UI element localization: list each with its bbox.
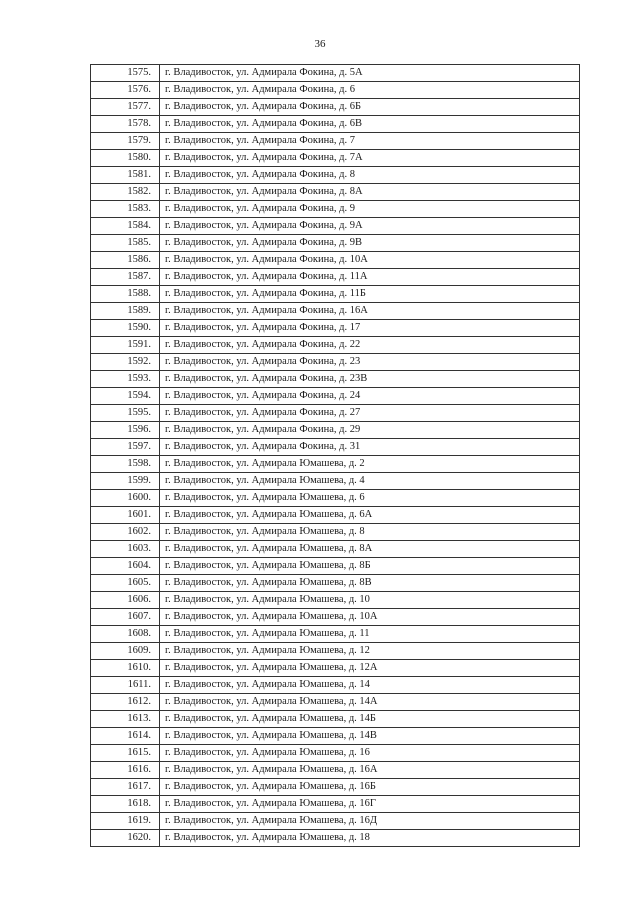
row-address: г. Владивосток, ул. Адмирала Фокина, д. 6: [160, 82, 580, 99]
row-address: г. Владивосток, ул. Адмирала Юмашева, д. 11: [160, 626, 580, 643]
table-row: [91, 116, 580, 133]
row-address: г. Владивосток, ул. Адмирала Фокина, д. 29: [160, 422, 580, 439]
table-row: [91, 677, 580, 694]
table-row: [91, 779, 580, 796]
row-address: г. Владивосток, ул. Адмирала Фокина, д. 11А: [160, 269, 580, 286]
row-address: г. Владивосток, ул. Адмирала Фокина, д. 6В: [160, 116, 580, 133]
row-address: г. Владивосток, ул. Адмирала Фокина, д. 16А: [160, 303, 580, 320]
row-number: 1589.: [91, 303, 160, 320]
row-address: г. Владивосток, ул. Адмирала Фокина, д. 10А: [160, 252, 580, 269]
row-address: г. Владивосток, ул. Адмирала Фокина, д. 6Б: [160, 99, 580, 116]
row-number: 1577.: [91, 99, 160, 116]
row-number: 1580.: [91, 150, 160, 167]
table-row: [91, 745, 580, 762]
table-row: [91, 643, 580, 660]
table-row: [91, 201, 580, 218]
table-row: [91, 456, 580, 473]
table-row: [91, 609, 580, 626]
row-number: 1601.: [91, 507, 160, 524]
table-row: [91, 490, 580, 507]
row-number: 1603.: [91, 541, 160, 558]
table-row: [91, 813, 580, 830]
row-number: 1598.: [91, 456, 160, 473]
row-address: г. Владивосток, ул. Адмирала Юмашева, д. 14В: [160, 728, 580, 745]
row-address: г. Владивосток, ул. Адмирала Юмашева, д. 6А: [160, 507, 580, 524]
table-row: [91, 473, 580, 490]
table-row: [91, 337, 580, 354]
row-number: 1586.: [91, 252, 160, 269]
row-number: 1607.: [91, 609, 160, 626]
row-address: г. Владивосток, ул. Адмирала Фокина, д. 11Б: [160, 286, 580, 303]
row-number: 1578.: [91, 116, 160, 133]
row-number: 1605.: [91, 575, 160, 592]
row-address: г. Владивосток, ул. Адмирала Фокина, д. 23: [160, 354, 580, 371]
row-number: 1588.: [91, 286, 160, 303]
row-address: г. Владивосток, ул. Адмирала Юмашева, д. 16: [160, 745, 580, 762]
table-row: [91, 371, 580, 388]
row-number: 1599.: [91, 473, 160, 490]
table-row: [91, 303, 580, 320]
table-row: [91, 286, 580, 303]
row-number: 1594.: [91, 388, 160, 405]
table-row: [91, 541, 580, 558]
row-address: г. Владивосток, ул. Адмирала Юмашева, д. 16Г: [160, 796, 580, 813]
row-address: г. Владивосток, ул. Адмирала Фокина, д. 9А: [160, 218, 580, 235]
row-address: г. Владивосток, ул. Адмирала Фокина, д. 5А: [160, 65, 580, 82]
row-number: 1600.: [91, 490, 160, 507]
page-number: 36: [314, 38, 326, 50]
address-table: [90, 64, 580, 847]
table-row: [91, 133, 580, 150]
row-address: г. Владивосток, ул. Адмирала Фокина, д. 17: [160, 320, 580, 337]
table-row: [91, 592, 580, 609]
table-body: [91, 65, 580, 847]
row-number: 1597.: [91, 439, 160, 456]
row-number: 1608.: [91, 626, 160, 643]
row-number: 1593.: [91, 371, 160, 388]
table-row: [91, 796, 580, 813]
table-row: [91, 524, 580, 541]
row-address: г. Владивосток, ул. Адмирала Юмашева, д. 14: [160, 677, 580, 694]
row-address: г. Владивосток, ул. Адмирала Фокина, д. 23В: [160, 371, 580, 388]
row-number: 1591.: [91, 337, 160, 354]
row-number: 1587.: [91, 269, 160, 286]
table-row: [91, 388, 580, 405]
row-number: 1592.: [91, 354, 160, 371]
table-row: [91, 422, 580, 439]
row-number: 1576.: [91, 82, 160, 99]
row-number: 1606.: [91, 592, 160, 609]
table-row: [91, 711, 580, 728]
row-number: 1585.: [91, 235, 160, 252]
row-address: г. Владивосток, ул. Адмирала Юмашева, д. 4: [160, 473, 580, 490]
table-row: [91, 82, 580, 99]
row-number: 1617.: [91, 779, 160, 796]
row-number: 1620.: [91, 830, 160, 847]
table-row: [91, 405, 580, 422]
row-number: 1602.: [91, 524, 160, 541]
row-address: г. Владивосток, ул. Адмирала Фокина, д. 27: [160, 405, 580, 422]
table-row: [91, 65, 580, 82]
row-address: г. Владивосток, ул. Адмирала Юмашева, д. 16Д: [160, 813, 580, 830]
row-number: 1612.: [91, 694, 160, 711]
row-number: 1619.: [91, 813, 160, 830]
row-number: 1610.: [91, 660, 160, 677]
row-number: 1582.: [91, 184, 160, 201]
row-number: 1596.: [91, 422, 160, 439]
row-address: г. Владивосток, ул. Адмирала Юмашева, д. 2: [160, 456, 580, 473]
row-number: 1604.: [91, 558, 160, 575]
row-number: 1579.: [91, 133, 160, 150]
row-address: г. Владивосток, ул. Адмирала Юмашева, д. 16Б: [160, 779, 580, 796]
row-number: 1581.: [91, 167, 160, 184]
row-address: г. Владивосток, ул. Адмирала Юмашева, д. 14А: [160, 694, 580, 711]
row-address: г. Владивосток, ул. Адмирала Юмашева, д. 14Б: [160, 711, 580, 728]
row-number: 1611.: [91, 677, 160, 694]
row-address: г. Владивосток, ул. Адмирала Юмашева, д. 10А: [160, 609, 580, 626]
row-address: г. Владивосток, ул. Адмирала Юмашева, д. 8Б: [160, 558, 580, 575]
row-address: г. Владивосток, ул. Адмирала Юмашева, д. 6: [160, 490, 580, 507]
table-row: [91, 575, 580, 592]
table-row: [91, 439, 580, 456]
table-row: [91, 507, 580, 524]
row-number: 1615.: [91, 745, 160, 762]
row-number: 1609.: [91, 643, 160, 660]
table-row: [91, 694, 580, 711]
row-number: 1575.: [91, 65, 160, 82]
row-address: г. Владивосток, ул. Адмирала Фокина, д. 8А: [160, 184, 580, 201]
row-address: г. Владивосток, ул. Адмирала Фокина, д. 24: [160, 388, 580, 405]
row-address: г. Владивосток, ул. Адмирала Юмашева, д. 16А: [160, 762, 580, 779]
row-address: г. Владивосток, ул. Адмирала Фокина, д. 9: [160, 201, 580, 218]
row-number: 1584.: [91, 218, 160, 235]
row-number: 1583.: [91, 201, 160, 218]
table-row: [91, 252, 580, 269]
row-address: г. Владивосток, ул. Адмирала Юмашева, д. 12А: [160, 660, 580, 677]
row-number: 1590.: [91, 320, 160, 337]
table-row: [91, 235, 580, 252]
table-row: [91, 558, 580, 575]
row-address: г. Владивосток, ул. Адмирала Юмашева, д. 8В: [160, 575, 580, 592]
table-row: [91, 269, 580, 286]
table-row: [91, 660, 580, 677]
row-address: г. Владивосток, ул. Адмирала Юмашева, д. 8А: [160, 541, 580, 558]
table-row: [91, 728, 580, 745]
row-address: г. Владивосток, ул. Адмирала Юмашева, д. 18: [160, 830, 580, 847]
table-row: [91, 626, 580, 643]
row-address: г. Владивосток, ул. Адмирала Фокина, д. 7А: [160, 150, 580, 167]
table-row: [91, 830, 580, 847]
table-row: [91, 150, 580, 167]
row-address: г. Владивосток, ул. Адмирала Юмашева, д. 10: [160, 592, 580, 609]
row-number: 1614.: [91, 728, 160, 745]
table-row: [91, 762, 580, 779]
row-number: 1595.: [91, 405, 160, 422]
row-number: 1618.: [91, 796, 160, 813]
row-address: г. Владивосток, ул. Адмирала Юмашева, д. 8: [160, 524, 580, 541]
row-address: г. Владивосток, ул. Адмирала Фокина, д. 31: [160, 439, 580, 456]
table-row: [91, 354, 580, 371]
row-address: г. Владивосток, ул. Адмирала Фокина, д. 8: [160, 167, 580, 184]
table-row: [91, 184, 580, 201]
row-address: г. Владивосток, ул. Адмирала Фокина, д. 9В: [160, 235, 580, 252]
row-number: 1613.: [91, 711, 160, 728]
table-row: [91, 218, 580, 235]
row-address: г. Владивосток, ул. Адмирала Фокина, д. 22: [160, 337, 580, 354]
row-address: г. Владивосток, ул. Адмирала Фокина, д. 7: [160, 133, 580, 150]
table-row: [91, 99, 580, 116]
table-row: [91, 320, 580, 337]
row-number: 1616.: [91, 762, 160, 779]
table-row: [91, 167, 580, 184]
row-address: г. Владивосток, ул. Адмирала Юмашева, д. 12: [160, 643, 580, 660]
